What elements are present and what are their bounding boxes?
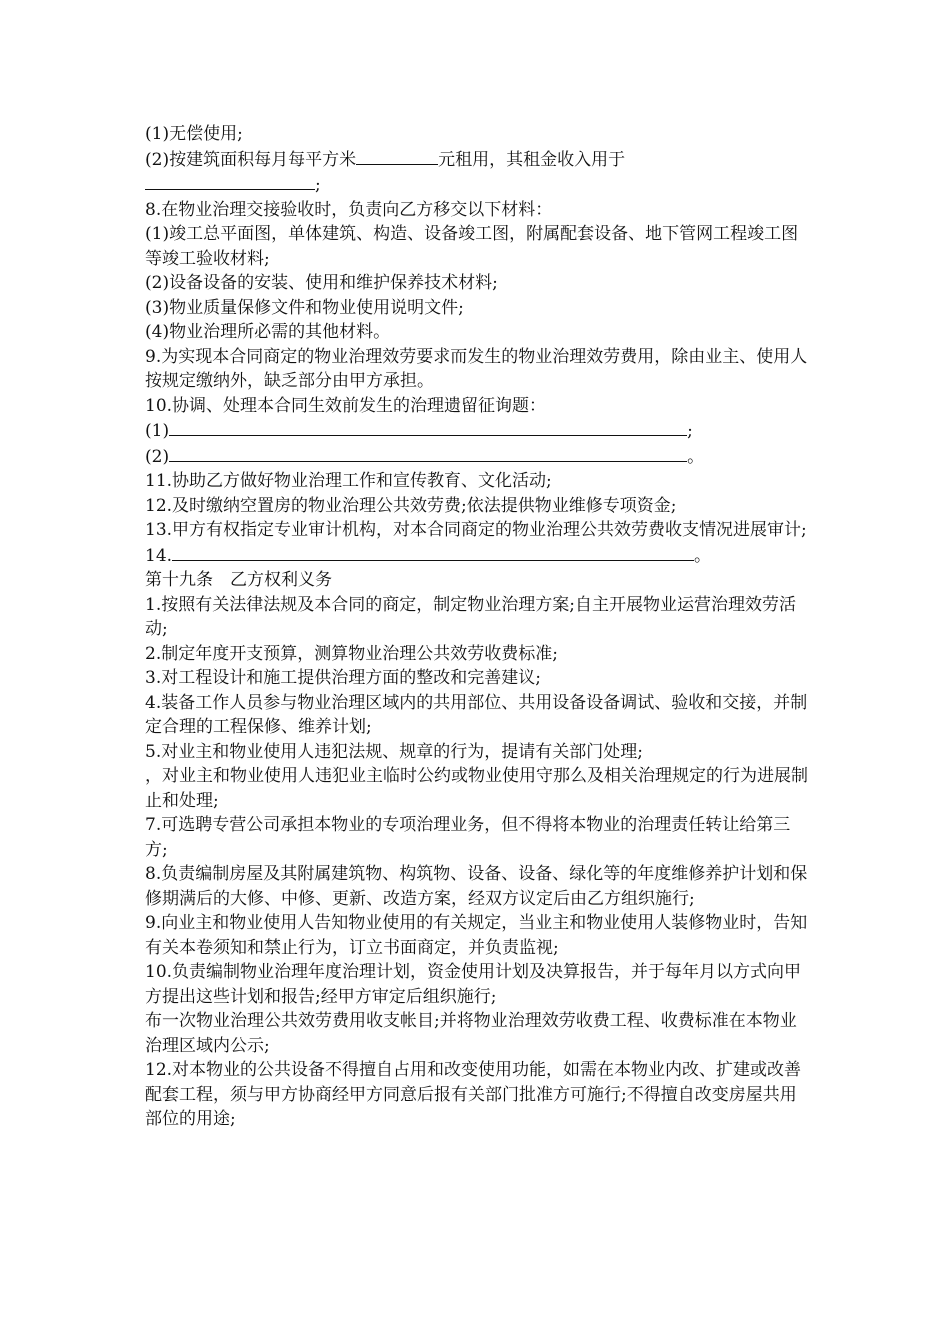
clause-line: (4)物业治理所必需的其他材料。 (145, 322, 391, 342)
article-heading: 第十九条 乙方权利义务 (145, 570, 332, 590)
fill-in-blank (169, 444, 687, 462)
clause-line: 12.及时缴纳空置房的物业治理公共效劳费;依法提供物业维修专项资金; (145, 495, 677, 516)
clause-paragraph: 1.按照有关法律法规及本合同的商定，制定物业治理方案;自主开展物业运营治理效劳活动; (145, 594, 796, 639)
clause-paragraph: 13.甲方有权指定专业审计机构，对本合同商定的物业治理公共效劳费收支情况进展审计; (145, 520, 807, 540)
clause-line-with-blank: (1) ; (145, 418, 810, 444)
clause-line: 2.制定年度开支预算，测算物业治理公共效劳收费标准; (145, 643, 558, 664)
clause-paragraph: 7.可选聘专营公司承担本物业的专项治理业务，但不得将本物业的治理责任转让给第三方; (145, 815, 791, 860)
fill-in-blank (169, 418, 687, 436)
clause-line: (2)设备设备的安装、使用和维护保养技术材料; (145, 273, 498, 293)
clause-paragraph: 布一次物业治理公共效劳费用收支帐目;并将物业治理效劳收费工程、收费标准在本物业治理区域内公示; (145, 1011, 797, 1056)
clause-paragraph: 10.负责编制物业治理年度治理计划，资金使用计划及决算报告，并于每年月以方式向甲方提出这些计划和报告;经甲方审定后组织施行; (145, 962, 802, 1007)
document-page (145, 122, 810, 1132)
clause-paragraph: 12.对本物业的公共设备不得擅自占用和改变使用功能，如需在本物业内改、扩建或改善配套工程，须与甲方协商经甲方同意后报有关部门批准方可施行;不得擅自改变房屋共用部位的用途; (145, 1060, 802, 1129)
clause-line-with-blank: (2) 。 (145, 444, 810, 470)
clause-paragraph: 9.向业主和物业使用人告知物业使用的有关规定，当业主和物业使用人装修物业时，告知有关本卷须知和禁止行为，订立书面商定，并负责监视; (145, 913, 808, 958)
clause-line: 5.对业主和物业使用人违犯法规、规章的行为，提请有关部门处理; (145, 741, 643, 762)
clause-paragraph: 4.装备工作人员参与物业治理区域内的共用部位、共用设备设备调试、验收和交接，并制定合理的工程保修、维养计划; (145, 692, 808, 737)
clause-line: (1)无偿使用; (145, 124, 243, 144)
fill-in-blank (172, 543, 694, 561)
clause-line-with-blank: ; (145, 172, 810, 198)
fill-in-blank (356, 147, 438, 165)
clause-heading: 8.在物业治理交接验收时，负责向乙方移交以下材料： (145, 199, 553, 220)
clause-line: 3.对工程设计和施工提供治理方面的整改和完善建议; (145, 668, 541, 688)
clause-line-with-blank: (2)按建筑面积每月每平方米 元租用，其租金收入用于 (145, 147, 810, 173)
clause-paragraph: 8.负责编制房屋及其附属建筑物、构筑物、设备、设备、绿化等的年度维修养护计划和保修期满后的大修、中修、更新、改造方案，经双方议定后由乙方组织施行; (145, 864, 808, 909)
clause-line: (3)物业质量保修文件和物业使用说明文件; (145, 297, 464, 318)
clause-paragraph: 9.为实现本合同商定的物业治理效劳要求而发生的物业治理效劳费用，除由业主、使用人按规定缴纳外，缺乏部分由甲方承担。 (145, 346, 808, 391)
clause-line: 10.协调、处理本合同生效前发生的治理遗留征询题： (145, 395, 547, 416)
clause-paragraph: (1)竣工总平面图，单体建筑、构造、设备竣工图，附属配套设备、地下管网工程竣工图等竣工验收材料; (145, 224, 799, 269)
fill-in-blank (145, 172, 315, 190)
clause-line: 11.协助乙方做好物业治理工作和宣传教育、文化活动; (145, 471, 552, 491)
clause-paragraph: ，对业主和物业使用人违犯业主临时公约或物业使用守那么及相关治理规定的行为进展制止和处理; (145, 766, 808, 811)
clause-line-with-blank: 14. 。 (145, 543, 810, 569)
